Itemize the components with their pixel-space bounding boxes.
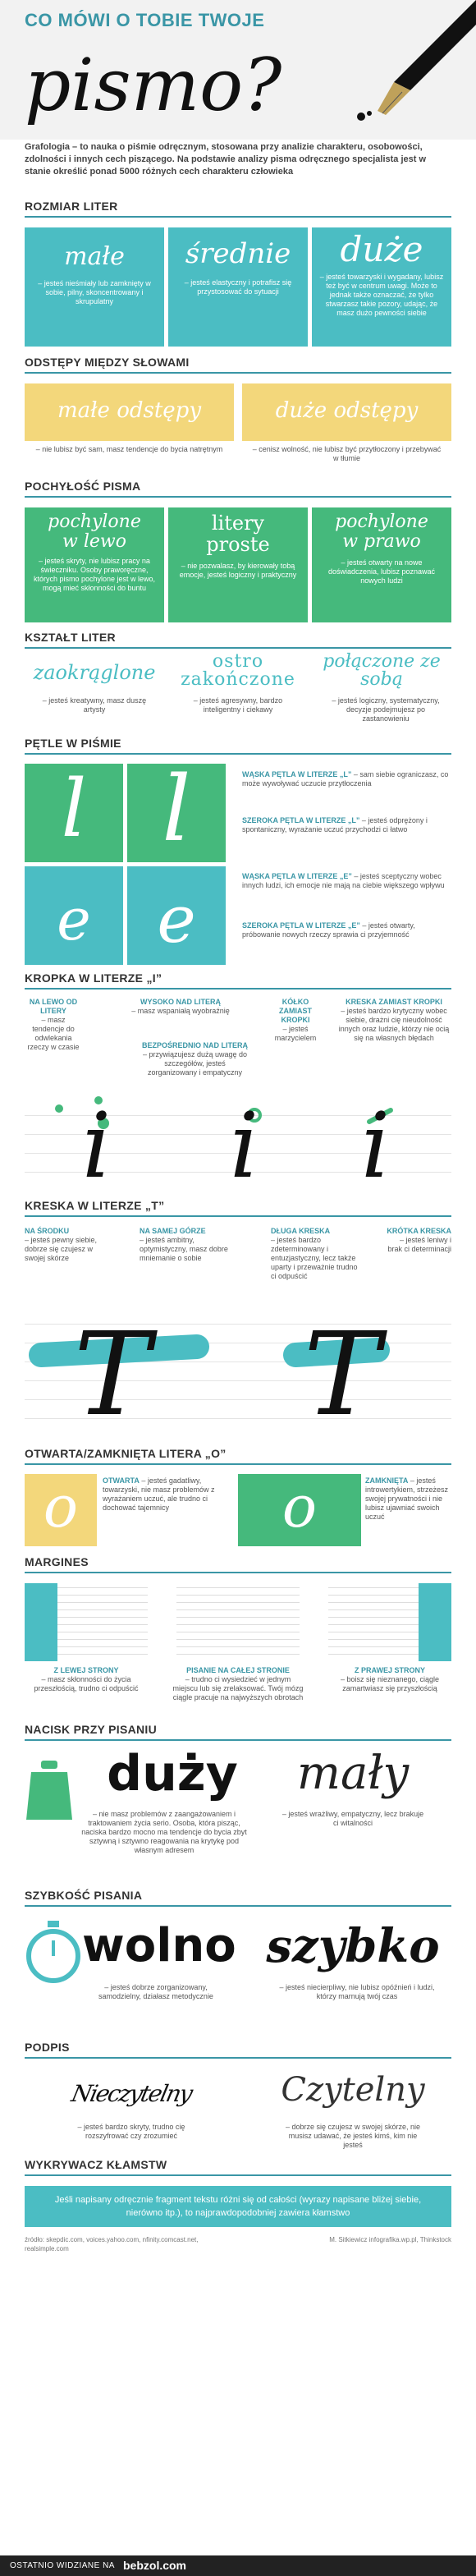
desc-connected: – jesteś logiczny, systematyczny, decyzje podejmujesz po zastanowieniu — [332, 696, 440, 723]
fountain-pen-icon — [312, 0, 476, 123]
desc-slant-right: – jesteś otwarty na nowe doświadczenia, lubisz poznawać nowych ludzi — [327, 558, 436, 585]
tile-small — [25, 227, 164, 347]
tbar-desc-1: NA SAMEJ GÓRZE – jesteś ambitny, optymistyczny, masz dobre mniemanie o sobie — [140, 1227, 228, 1262]
word-slant-right: pochylone w prawo — [335, 512, 428, 552]
idot-desc-4: KRESKA ZAMIAST KROPKI – jesteś bardzo krytyczny wobec siebie, drażni cię nieudolność innych oraz ludzie, którzy nie ocią się na własnych błędach — [338, 998, 450, 1042]
section-title-size: ROZMIAR LITER — [25, 200, 451, 213]
lie-detector-text: Jeśli napisany odręcznie fragment tekstu różni się od całości (wyrazy napisane bliżej siebie, nierówno itp.), to najprawdopodobniej zawiera kłamstwo — [25, 2186, 451, 2227]
loop-desc-2: WĄSKA PĘTLA W LITERZE „E” – jesteś sceptyczny wobec innych ludzi, ich emocje nie mają na ciebie większego wpływu — [242, 872, 445, 889]
tile-o-open — [25, 1474, 97, 1546]
word-fast: szybko — [266, 1919, 440, 1973]
glyph-l-wide: l — [162, 764, 191, 861]
margin-desc-0: Z LEWEJ STRONY – masz skłonności do życia przeszłością, trudno ci odpuścić — [34, 1666, 139, 1692]
section-title-pressure: NACISK PRZY PISANIU — [25, 1723, 451, 1736]
header-pismo: pismo? — [25, 43, 282, 127]
desc-legible: – dobrze się czujesz w swojej skórze, nie musisz udawać, że jesteś kimś, kim nie jesteś — [285, 2123, 421, 2149]
glyph-l-narrow: l — [61, 764, 87, 855]
header — [0, 0, 476, 140]
word-legible: Czytelny — [281, 2071, 425, 2109]
section-title-loops: PĘTLE W PIŚMIE — [25, 737, 451, 750]
glyph-o-closed: o — [281, 1474, 318, 1541]
tile-slant-right — [312, 507, 451, 622]
glyph-e-narrow: e — [57, 886, 91, 953]
glyph-e-wide: e — [157, 881, 196, 957]
tile-large-spacing — [242, 383, 451, 441]
word-medium: średnie — [185, 237, 291, 270]
desc-large-spacing: – cenisz wolność, nie lubisz być przytłoczony i przebywać w tłumie — [252, 445, 442, 462]
desc-light: – jesteś wrażliwy, empatyczny, lecz brakuje ci witalności — [281, 1810, 424, 1827]
glyph-t-2: T — [304, 1308, 381, 1442]
margin-page-left — [25, 1583, 148, 1661]
section-title-t-bar: KRESKA W LITERZE „T” — [25, 1199, 451, 1212]
desc-large: – jesteś towarzyski i wygadany, lubisz też być w centrum uwagi. Może to jednak także oznaczać, że tylko stwarzasz takie pozory, udając, że masz dużo pewności siebie — [319, 273, 444, 317]
tile-medium — [168, 227, 308, 347]
desc-illegible: – jesteś bardzo skryty, trudno cię rozszyfrować czy zrozumieć — [77, 2123, 185, 2140]
desc-slant-left: – jesteś skryty, nie lubisz pracy na świeczniku. Osoby praworęczne, których pismo pochylone jest w lewo, mogą mieć skłonności do buntu — [33, 557, 156, 592]
word-slow: wolno — [82, 1919, 236, 1972]
word-large-spacing: duże odstępy — [275, 398, 419, 423]
tbar-desc-3: KRÓTKA KRESKA – jesteś leniwy i brak ci determinacji — [387, 1227, 451, 1253]
section-title-margins: MARGINES — [25, 1555, 451, 1568]
desc-medium: – jesteś elastyczny i potrafisz się przystosować do sytuacji — [184, 278, 292, 296]
header-title: CO MÓWI O TOBIE TWOJE — [25, 10, 265, 30]
margin-page-right — [328, 1583, 451, 1661]
desc-slow: – jesteś dobrze zorganizowany, samodzielny, działasz metodycznie — [98, 1983, 213, 2000]
word-light: mały — [296, 1747, 410, 1800]
desc-small-spacing: – nie lubisz być sam, masz tendencje do bycia natrętnym — [35, 445, 223, 453]
section-title-spacing: ODSTĘPY MIĘDZY SŁOWAMI — [25, 356, 451, 369]
margin-page-full — [176, 1583, 300, 1661]
tile-loop-e-wide — [127, 866, 226, 965]
footer-bar — [0, 2555, 476, 2576]
margin-desc-2: Z PRAWEJ STRONY – boisz się nieznanego, ciągle zamartwiasz się przyszłością — [340, 1666, 440, 1692]
desc-straight: – nie pozwalasz, by kierowały tobą emocje, jesteś logiczny i praktyczny — [179, 562, 297, 579]
tile-small-spacing — [25, 383, 234, 441]
margin-desc-1: PISANIE NA CAŁEJ STRONIE – trudno ci wysiedzieć w jednym miejscu lub się zrelaksować. Twój mózg ciągle pracuje na najwyższych obrotach — [172, 1666, 304, 1701]
section-title-slant: POCHYŁOŚĆ PISMA — [25, 480, 451, 493]
o-desc-closed: ZAMKNIĘTA – jesteś introwertykiem, strzeżesz swojej prywatności i nie lubisz ujawniać swoich uczuć — [365, 1476, 449, 1521]
loop-desc-3: SZEROKA PĘTLA W LITERZE „E” – jesteś otwarty, próbowanie nowych rzeczy sprawia ci przyjemność — [242, 921, 415, 939]
word-illegible: Nieczytelny — [69, 2080, 195, 2107]
glyph-o-open: o — [43, 1474, 79, 1541]
footer-text: OSTATNIO WIDZIANE NA — [10, 2561, 115, 2570]
section-title-signature: PODPIS — [25, 2041, 451, 2054]
desc-sharp: – jesteś agresywny, bardzo inteligentny i ciekawy — [193, 696, 283, 714]
glyph-t-1: T — [74, 1308, 151, 1442]
idot-desc-2: BEZPOŚREDNIO NAD LITERĄ – przywiązujesz dużą uwagę do szczegółów, jesteś zorganizowany i empatyczny — [141, 1041, 248, 1077]
word-heavy: duży — [107, 1745, 238, 1802]
word-large: duże — [340, 229, 423, 269]
idot-desc-1: WYSOKO NAD LITERĄ – masz wspaniałą wyobraźnię — [131, 998, 230, 1015]
sources-left: źródło: skepdic.com, voices.yahoo.com, nfinity.comcast.net, realsimple.com — [25, 2236, 199, 2252]
tbar-desc-2: DŁUGA KRESKA – jesteś bardzo zdeterminowany i entuzjastyczny, lecz także uparty i przeważnie trudno ci odpuścić — [271, 1227, 358, 1280]
word-rounded: zaokrąglone — [33, 661, 156, 684]
word-slant-left: pochylone w lewo — [48, 512, 141, 552]
word-small: małe — [64, 242, 125, 271]
idot-desc-0: NA LEWO OD LITERY – masz tendencje do odwlekania rzeczy w czasie — [27, 998, 80, 1051]
desc-rounded: – jesteś kreatywny, masz duszę artysty — [42, 696, 147, 714]
sources-right: M. Sitkiewicz infografika.wp.pl, Thinkstock — [329, 2236, 451, 2243]
glyph-i-2: i — [230, 1093, 259, 1198]
tile-o-closed — [238, 1474, 361, 1546]
intro-text: Grafologia – to nauka o piśmie odręcznym, stosowana przy analizie charakteru, osobowości, zdolności i innych cech piszącego. Na podstawie analizy pisma odręcznego specjalista jest w stanie określić ponad 5000 różnych cech charakteru człowieka — [25, 142, 427, 177]
glyph-i-3: i — [361, 1093, 391, 1198]
loop-desc-0: WĄSKA PĘTLA W LITERZE „L” – sam siebie ograniczasz, co może wywoływać uczucie przytłoczenia — [242, 770, 449, 787]
o-desc-open: OTWARTA – jesteś gadatliwy, towarzyski, nie masz problemów z wyrażaniem uczuć, ale trudno ci dochować tajemnicy — [103, 1476, 215, 1512]
tile-slant-left — [25, 507, 164, 622]
section-title-speed: SZYBKOŚĆ PISANIA — [25, 1889, 451, 1902]
section-title-lie-detector: WYKRYWACZ KŁAMSTW — [25, 2158, 451, 2171]
idot-desc-3: KÓŁKO ZAMIAST KROPKI – jesteś marzycielem — [274, 998, 317, 1042]
word-small-spacing: małe odstępy — [57, 398, 202, 423]
tile-loop-l-wide — [127, 764, 226, 862]
footer-brand[interactable]: bebzol.com — [123, 2559, 187, 2572]
section-title-o: OTWARTA/ZAMKNIĘTA LITERA „O” — [25, 1447, 451, 1460]
loop-desc-1: SZEROKA PĘTLA W LITERZE „L” – jesteś odprężony i spontaniczny, wyrażanie uczuć przychodzi ci łatwo — [242, 816, 428, 833]
desc-heavy: – nie masz problemów z zaangażowaniem i traktowaniem życia serio. Osoba, która pisząc, naciska bardzo mocno ma tendencje do bycia zbyt sztywną i sztywno reagowania na krytykę pod własnym adresem — [81, 1810, 247, 1854]
section-title-i-dot: KROPKA W LITERZE „I” — [25, 971, 451, 985]
tile-loop-e-narrow — [25, 866, 123, 965]
section-title-shape: KSZTAŁT LITER — [25, 631, 451, 644]
tile-loop-l-narrow — [25, 764, 123, 862]
desc-small: – jesteś nieśmiały lub zamknięty w sobie, pilny, skoncentrowany i skrupulatny — [38, 279, 151, 305]
glyph-i-1: i — [82, 1093, 112, 1198]
word-straight: litery proste — [206, 512, 270, 556]
tile-straight — [168, 507, 308, 622]
tbar-desc-0: NA ŚRODKU – jesteś pewny siebie, dobrze się czujesz w swojej skórze — [25, 1227, 98, 1262]
desc-fast: – jesteś niecierpliwy, nie lubisz opóźnień i ludzi, którzy marnują twój czas — [279, 1983, 435, 2000]
stopwatch-icon — [25, 1919, 82, 1985]
word-sharp: ostro zakończone — [181, 651, 295, 690]
word-connected: połączone ze sobą — [323, 651, 441, 690]
tile-large — [312, 227, 451, 347]
weight-icon — [25, 1757, 74, 1823]
